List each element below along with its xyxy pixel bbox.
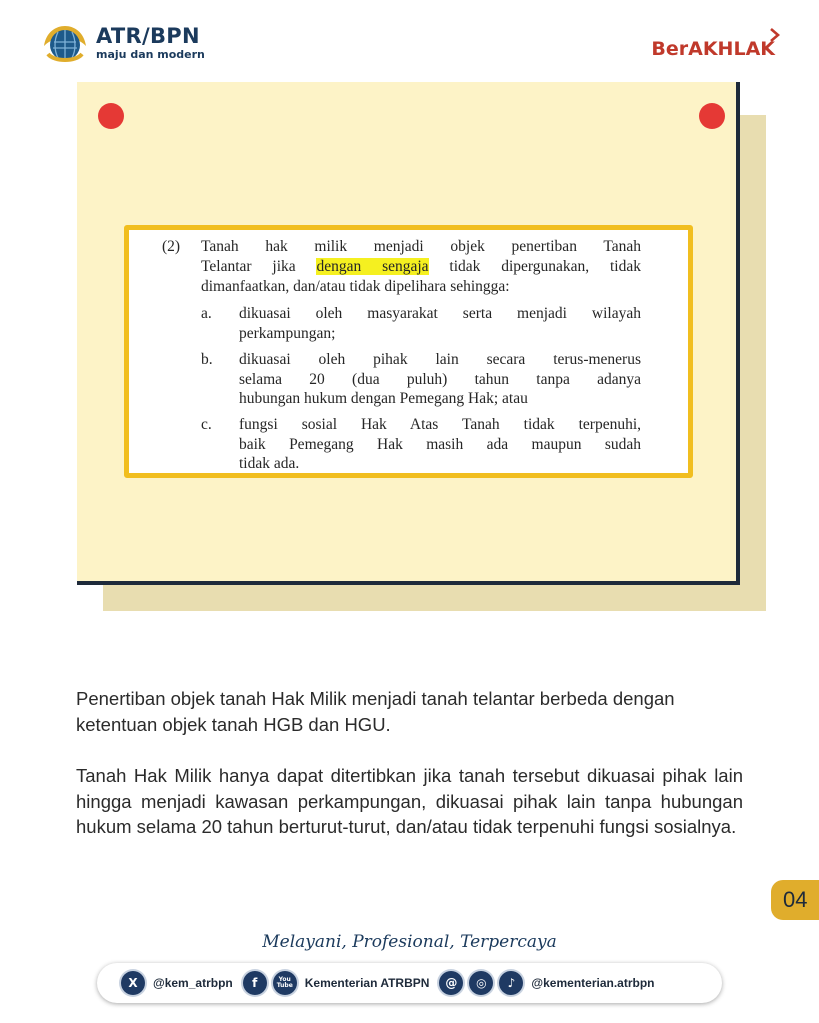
chevron-right-icon [769, 28, 781, 47]
paragraph-intro: Penertiban objek tanah Hak Milik menjadi tanah telantar berbeda dengan ketentuan objek tanah HGB dan HGU. [76, 688, 675, 735]
pin-icon [699, 103, 725, 129]
item-line: perkampungan; [239, 325, 336, 342]
x-handle[interactable]: @kem_atrbpn [153, 976, 233, 990]
pin-icon [98, 103, 124, 129]
logo-subtitle: maju dan modern [96, 48, 205, 61]
item-line: dikuasai oleh masyarakat serta menjadi wilayah [239, 305, 641, 322]
clause-intro-line: Tanah hak milik menjadi objek penertiban Tanah [201, 238, 641, 255]
logo-title: ATR/BPN [96, 24, 200, 48]
clause-intro-line: Telantar jika dengan sengaja tidak dipergunakan, tidak [201, 258, 641, 275]
x-twitter-icon[interactable]: X [121, 971, 145, 995]
youtube-facebook-name[interactable]: Kementerian ATRBPN [304, 976, 430, 990]
clause-number: (2) [162, 238, 181, 255]
paragraph-detail: Tanah Hak Milik hanya dapat ditertibkan jika tanah tersebut dikuasai pihak lain hingga menjadi kawasan perkampungan, dikuasai pihak lain tanpa hubungan hukum selama 20 tahun berturut-turut, dan/atau tidak terpenuhi fungsi sosialnya. [76, 765, 743, 837]
item-line: fungsi sosial Hak Atas Tanah tidak terpenuhi, [239, 416, 641, 433]
social-media-bar [97, 963, 722, 1003]
item-line: tidak ada. [239, 455, 300, 472]
item-line: dikuasai oleh pihak lain secara terus-menerus [239, 351, 641, 368]
tiktok-icon[interactable]: ♪ [499, 971, 523, 995]
item-line: hubungan hukum dengan Pemegang Hak; atau [239, 390, 528, 407]
legal-excerpt [124, 225, 693, 478]
item-letter: b. [201, 351, 213, 368]
youtube-icon[interactable]: You Tube [273, 971, 297, 995]
threads-icon[interactable]: @ [439, 971, 463, 995]
page-number-badge: 04 [771, 880, 819, 920]
atr-bpn-logo [40, 20, 205, 66]
item-letter: c. [201, 416, 212, 433]
highlight-dengan-sengaja: dengan sengaja [316, 258, 429, 275]
instagram-icon[interactable]: ◎ [469, 971, 493, 995]
item-line: baik Pemegang Hak masih ada maupun sudah [239, 436, 641, 453]
atr-bpn-emblem-icon [40, 20, 90, 66]
item-line: selama 20 (dua puluh) tahun tanpa adanya [239, 371, 641, 388]
clause-intro-line: dimanfaatkan, dan/atau tidak dipelihara sehingga: [201, 278, 510, 295]
berakhlak-brand: BerAKHLAK [651, 38, 775, 60]
motto: Melayani, Profesional, Terpercaya [262, 932, 557, 952]
instagram-tiktok-handle[interactable]: @kementerian.atrbpn [531, 976, 655, 990]
item-letter: a. [201, 305, 212, 322]
facebook-icon[interactable]: f [243, 971, 267, 995]
